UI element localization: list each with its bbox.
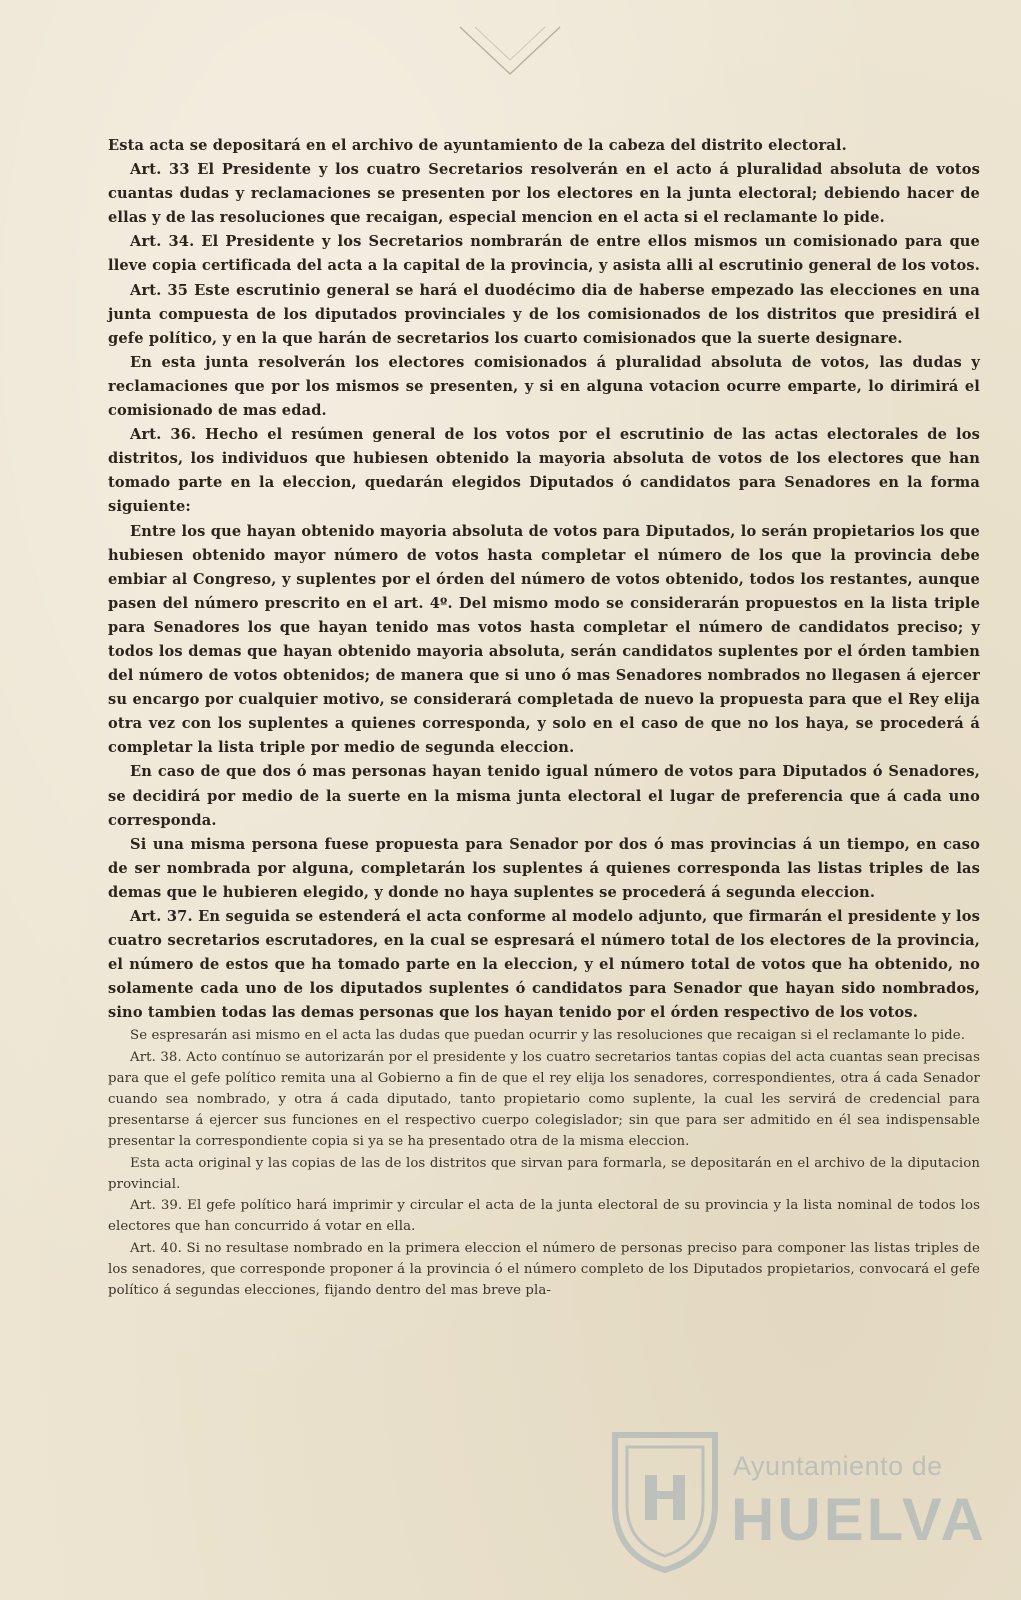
paragraph-art-36-mayoria: Entre los que hayan obtenido mayoria absoluta de votos para Diputados, lo serán propietarios los que hubiesen obtenido mayor número de votos hasta completar el número de los que la provincia debe embiar al Congreso, y suplentes por el órden del número de votos obtenido, todos los restantes, aunque pasen del número prescrito en el art. 4º. Del mismo modo se considerarán propuestos en la lista triple para Senadores los que hayan tenido mas votos hasta completar el número de candidatos preciso; y todos los demas que hayan obtenido mayoria absoluta, serán candidatos suplentes por el órden tambien del número de votos obtenidos; de manera que si uno ó mas Senadores nombrados no llegasen á ejercer su encargo por cualquier motivo, se considerará completada de nuevo la propuesta para que el Rey elija otra vez con los suplentes a quienes corresponda, y solo en el caso de que no los haya, se procederá á completar la lista triple por medio de segunda eleccion. [108,522,980,757]
paragraph-art-40: Art. 40. Si no resultase nombrado en la primera eleccion el número de personas preciso para componer las listas triples de los senadores, que corresponde proponer á la provincia ó el número completo de los Diputados propietarios, convocará el gefe político á segundas elecciones, fijando dentro del mas breve pla- [108,1240,980,1298]
paragraph-art-36-empate: En caso de que dos ó mas personas hayan tenido igual número de votos para Diputados ó Senadores, se decidirá por medio de la suerte en la misma junta electoral el lugar de preferencia que á cada uno corresponda. [108,763,980,829]
document-text [108,134,980,1301]
archive-watermark [605,1425,985,1575]
paragraph-art-37-dudas: Se espresarán asi mismo en el acta las dudas que puedan ocurrir y las resoluciones que recaigan si el reclamante lo pide. [130,1028,966,1044]
paragraph-art-36: Art. 36. Hecho el resúmen general de los votos por el escrutinio de las actas electorales de los distritos, los individuos que hubiesen obtenido la mayoria absoluta de votos de los electores que han tomado parte en la eleccion, quedarán elegidos Diputados ó candidatos para Senadores en la forma siguiente: [108,426,980,516]
paragraph-art-35: Art. 35 Este escrutinio general se hará el duodécimo dia de haberse empezado las elecciones en una junta compuesta de los diputados provinciales y de los comisionados de los distritos que presidirá el gefe político, y en la que harán de secretarios los cuarto comisionados que la suerte designare. [108,281,980,347]
paragraph-acta-deposit: Esta acta se depositará en el archivo de ayuntamiento de la cabeza del distrito electoral. [108,137,847,154]
paragraph-art-37: Art. 37. En seguida se estenderá el acta conforme al modelo adjunto, que firmarán el presidente y los cuatro secretarios escrutadores, en la cual se espresará el número total de los electores de la provincia, el número de estos que ha tomado parte en la eleccion, y el número total de votos que ha obtenido, no solamente cada uno de los diputados suplentes ó candidatos para Senador que hayan sido nombrados, sino tambien todas las demas personas que los hayan tenido por el órden respectivo de los votos. [108,908,980,1022]
paper-fold-mark [455,22,565,82]
watermark-line-1: Ayuntamiento de [733,1451,943,1481]
paragraph-art-36-senador: Si una misma persona fuese propuesta para Senador por dos ó mas provincias á un tiempo, en caso de ser nombrada por alguna, completarán los suplentes á quienes corresponda las listas triples de las demas que le hubieren elegido, y donde no haya suplentes se procederá á segunda eleccion. [108,835,980,901]
paragraph-art-38-archivo: Esta acta original y las copias de las de los distritos que sirvan para formarla, se depositarán en el archivo de la diputacion provincial. [108,1155,980,1192]
paragraph-art-34: Art. 34. El Presidente y los Secretarios nombrarán de entre ellos mismos un comisionado para que lleve copia certificada del acta a la capital de la provincia, y asista alli al escrutinio general de los votos. [108,233,980,275]
coat-of-arms-icon [605,1425,725,1575]
paragraph-art-39: Art. 39. El gefe político hará imprimir y circular el acta de la junta electoral de su provincia y la lista nominal de todos los electores que han concurrido á votar en ella. [108,1198,980,1235]
paragraph-art-35-junta: En esta junta resolverán los electores comisionados á pluralidad absoluta de votos, las dudas y reclamaciones que por los mismos se presenten, y si en alguna votacion ocurre emparte, lo dirimirá el comisionado de mas edad. [108,353,980,420]
paragraph-art-33: Art. 33 El Presidente y los cuatro Secretarios resolverán en el acto á pluralidad absoluta de votos cuantas dudas y reclamaciones se presenten por los electores en la junta electoral; debiendo hacer de ellas y de las resoluciones que recaigan, especial mencion en el acta si el reclamante lo pide. [108,161,980,227]
watermark-line-2: HUELVA [731,1486,987,1553]
paragraph-art-38: Art. 38. Acto contínuo se autorizarán por el presidente y los cuatro secretarios tantas copias del acta cuantas sean precisas para que el gefe político remita una al Gobierno a fin de que el rey elija los senadores, correspondientes, otra á cada Senador cuando sea nombrado, y otra á cada diputado, tanto propietario como suplente, la cual les servirá de credencial para presentarse á ejercer sus funciones en el respectivo cuerpo colegislador; sin que para ser admitido en él sea indispensable presentar la correspondiente copia si ya se ha presentado otra de la misma eleccion. [108,1049,980,1150]
